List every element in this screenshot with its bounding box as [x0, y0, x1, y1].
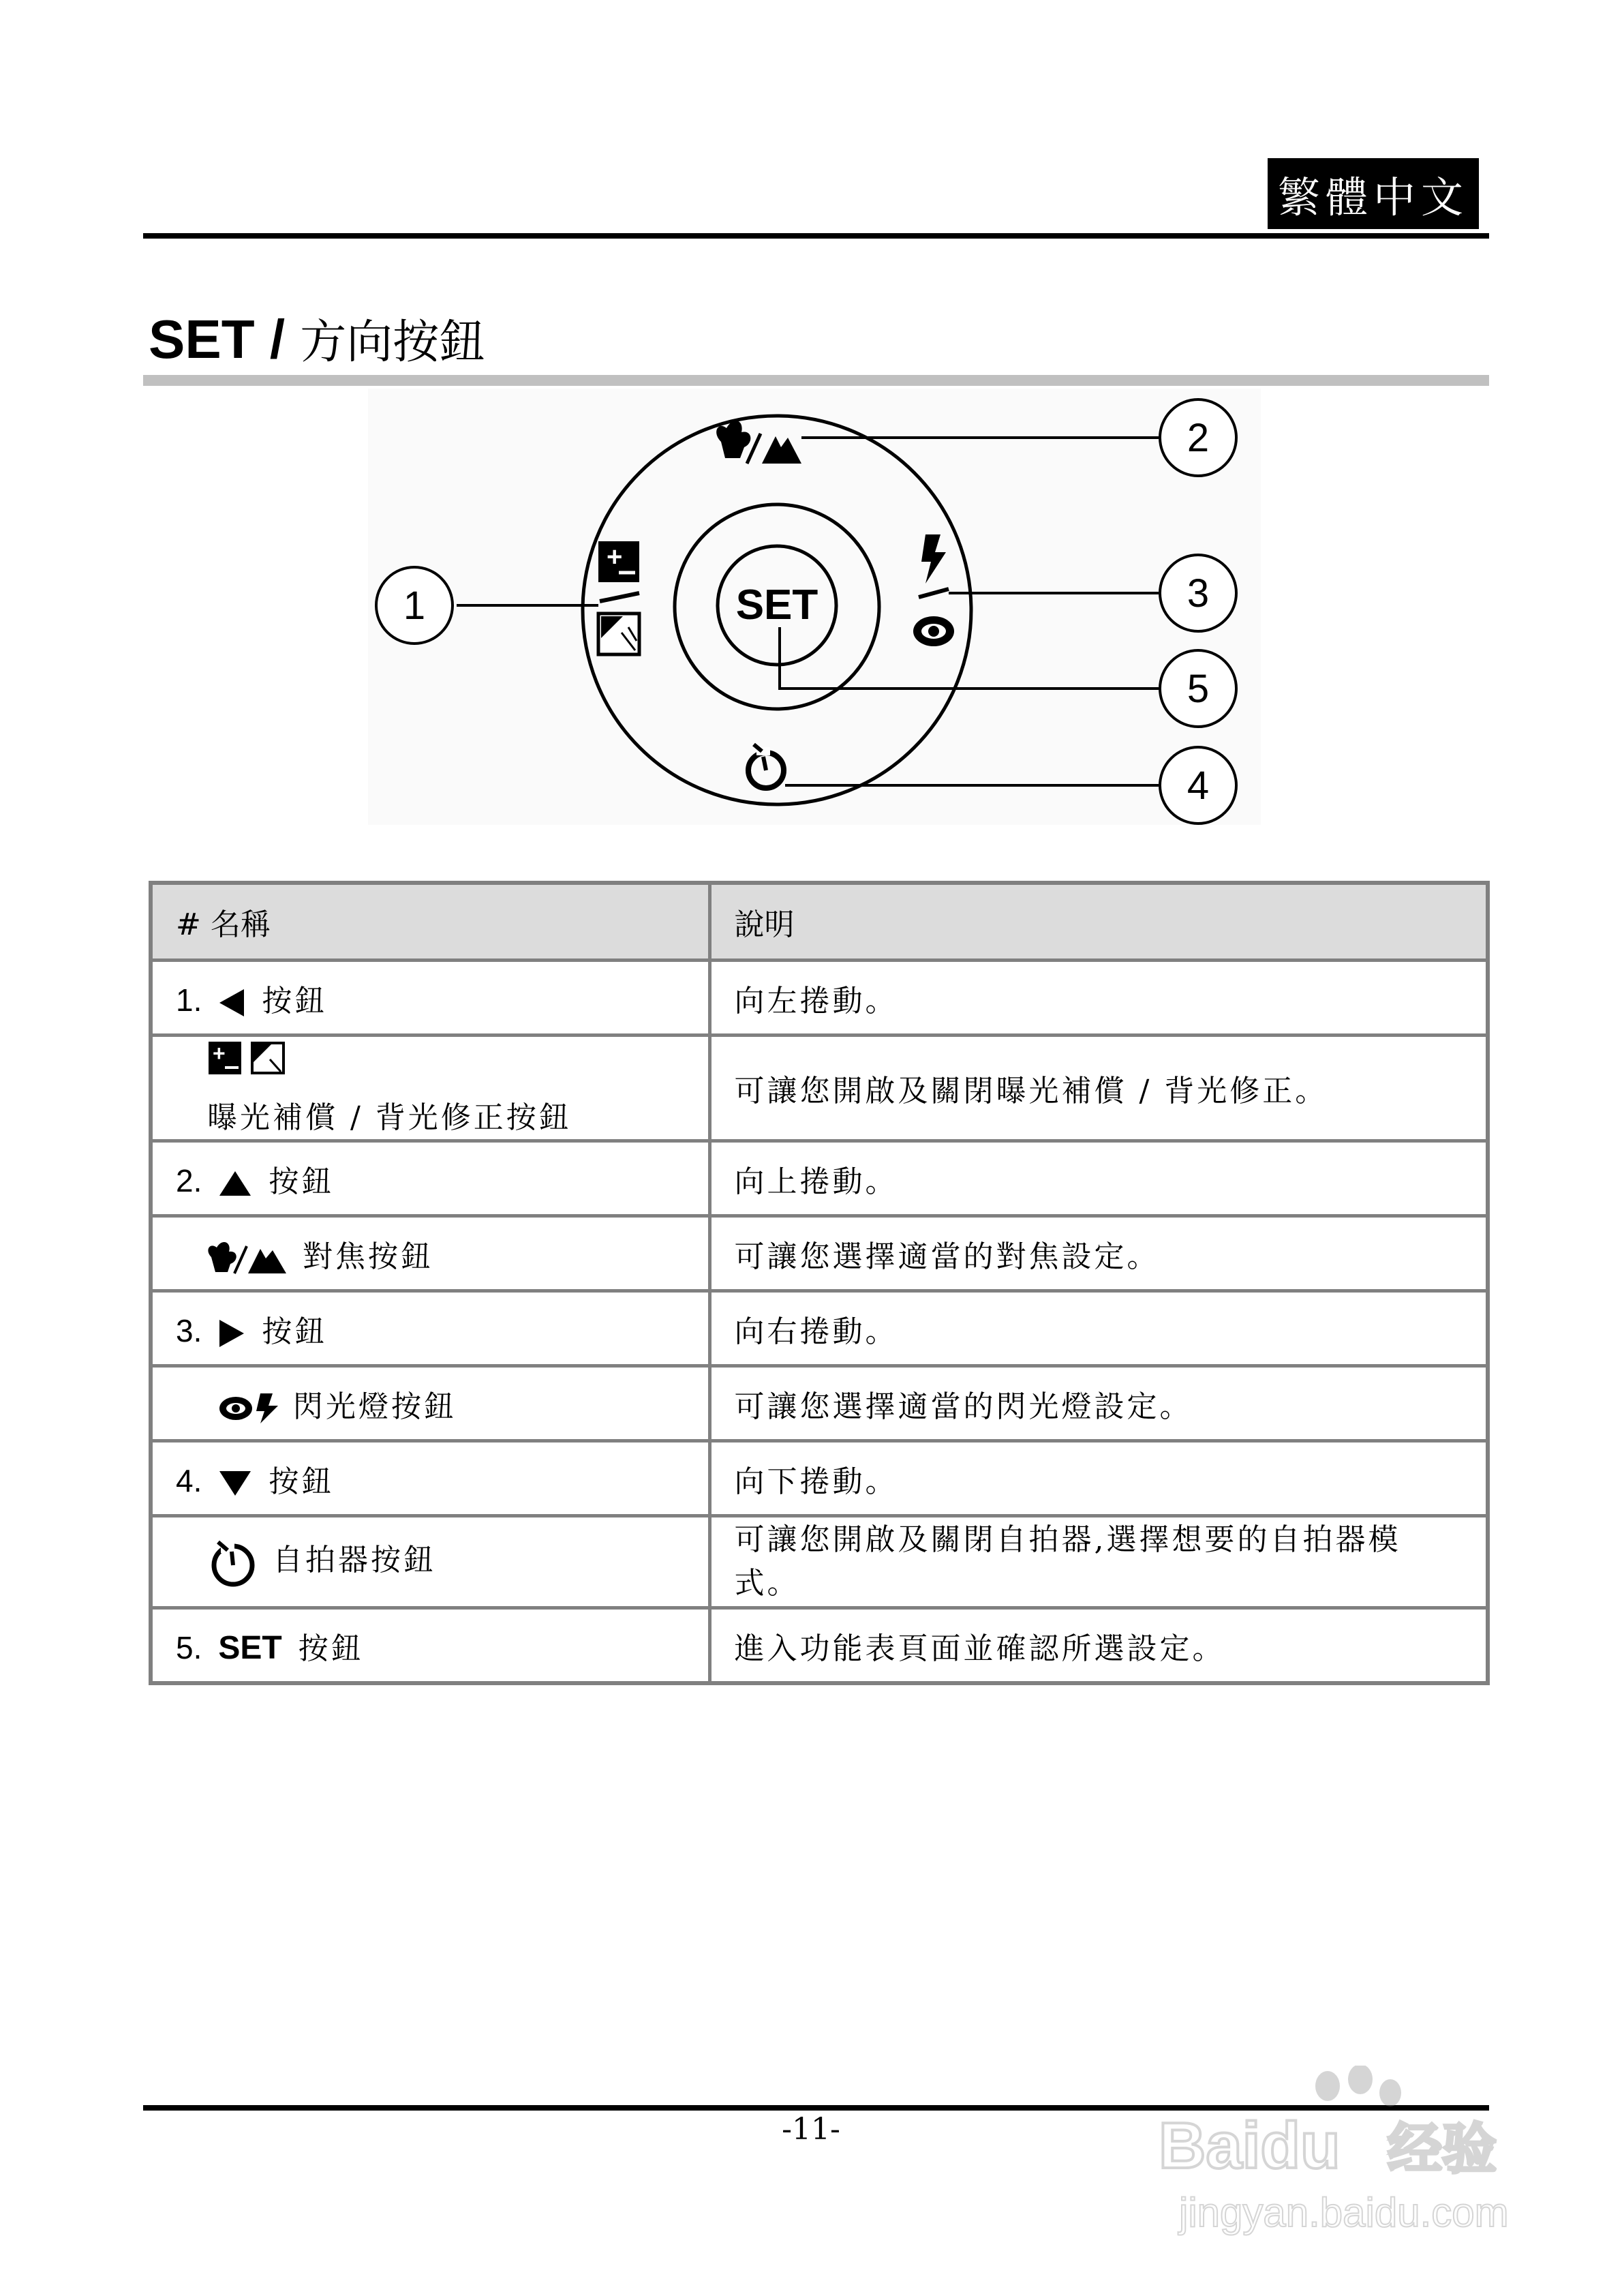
flash-eye-icon	[218, 1392, 279, 1425]
exposure-icon	[207, 1040, 288, 1076]
row-name: 按鈕	[298, 1631, 364, 1666]
row-name: 自拍器按鈕	[273, 1543, 436, 1578]
row-name-cell	[151, 1291, 709, 1366]
row-name-cell	[151, 1608, 709, 1684]
callout-label-4: 4	[1187, 764, 1210, 808]
row-number: 5.	[176, 1629, 202, 1665]
row-description: 向上捲動。	[709, 1141, 1488, 1216]
watermark-brand-cn: 经验	[1388, 2117, 1497, 2181]
row-description: 可讓您開啟及關閉曝光補償 / 背光修正。	[709, 1036, 1488, 1141]
up-arrow-icon	[218, 1170, 252, 1197]
row-number: 1.	[176, 982, 202, 1018]
row-description: 向下捲動。	[709, 1441, 1488, 1516]
row-description: 向左捲動。	[709, 961, 1488, 1036]
baidu-watermark	[1152, 2066, 1533, 2250]
row-name: 閃光燈按鈕	[293, 1389, 457, 1424]
macro-landscape-icon	[207, 1242, 289, 1275]
table-row	[151, 1291, 1488, 1366]
table-row	[151, 1516, 1488, 1608]
table-row	[151, 1366, 1488, 1441]
row-name: 曝光補償 / 背光修正按鈕	[207, 1100, 572, 1135]
table-row	[151, 1441, 1488, 1516]
page-number: -11-	[782, 2112, 840, 2147]
watermark-brand: Baidu	[1159, 2109, 1341, 2182]
row-description: 可讓您選擇適當的對焦設定。	[709, 1216, 1488, 1291]
header-description: 說明	[709, 883, 1488, 961]
row-name-cell	[151, 1441, 709, 1516]
callout-label-1: 1	[403, 584, 426, 628]
row-description: 向右捲動。	[709, 1291, 1488, 1366]
row-number: 3.	[176, 1312, 202, 1348]
table-row	[151, 1036, 1488, 1141]
table-header-row	[151, 883, 1488, 961]
svg-text:+: +	[607, 542, 623, 572]
row-name-cell	[151, 1366, 709, 1441]
table-row	[151, 961, 1488, 1036]
title-rest: 方向按鈕	[300, 316, 486, 369]
table-row	[151, 1141, 1488, 1216]
down-arrow-icon	[218, 1470, 252, 1497]
set-button-diagram	[368, 389, 1261, 825]
row-name: 按鈕	[262, 1314, 328, 1349]
row-description: 可讓您選擇適當的閃光燈設定。	[709, 1366, 1488, 1441]
set-label: SET	[735, 581, 818, 629]
row-number: 4.	[176, 1462, 202, 1498]
row-name: 按鈕	[269, 1164, 335, 1199]
row-name-cell	[151, 961, 709, 1036]
row-description: 可讓您開啟及關閉自拍器,選擇想要的自拍器模式。	[709, 1516, 1488, 1608]
right-arrow-icon	[218, 1318, 245, 1348]
callout-label-5: 5	[1187, 667, 1210, 711]
set-text: SET	[218, 1629, 282, 1666]
self-timer-icon	[207, 1537, 259, 1588]
exposure-backlight-icons	[207, 1040, 685, 1083]
svg-text:+: +	[213, 1040, 228, 1066]
button-description-table	[149, 881, 1490, 1685]
row-name: 對焦按鈕	[303, 1239, 433, 1274]
row-name-cell	[151, 1216, 709, 1291]
watermark-url: jingyan.baidu.com	[1179, 2190, 1509, 2235]
title-prefix: SET /	[149, 309, 301, 369]
row-number: 2.	[176, 1162, 202, 1198]
table-row	[151, 1216, 1488, 1291]
callout-label-2: 2	[1187, 416, 1210, 460]
header-name: # 名稱	[151, 883, 709, 961]
top-rule	[143, 233, 1489, 239]
page-title	[149, 305, 485, 372]
row-name-cell	[151, 1141, 709, 1216]
left-arrow-icon	[218, 988, 245, 1018]
row-name-cell	[151, 1516, 709, 1608]
callout-label-3: 3	[1187, 571, 1210, 616]
language-tab: 繁體中文	[1268, 158, 1479, 229]
row-name: 按鈕	[262, 983, 328, 1018]
row-name-cell	[151, 1036, 709, 1141]
paw-logo-icon	[1315, 2066, 1401, 2106]
title-rule	[143, 375, 1489, 386]
table-row	[151, 1608, 1488, 1684]
row-name: 按鈕	[269, 1464, 335, 1499]
row-description: 進入功能表頁面並確認所選設定。	[709, 1608, 1488, 1684]
